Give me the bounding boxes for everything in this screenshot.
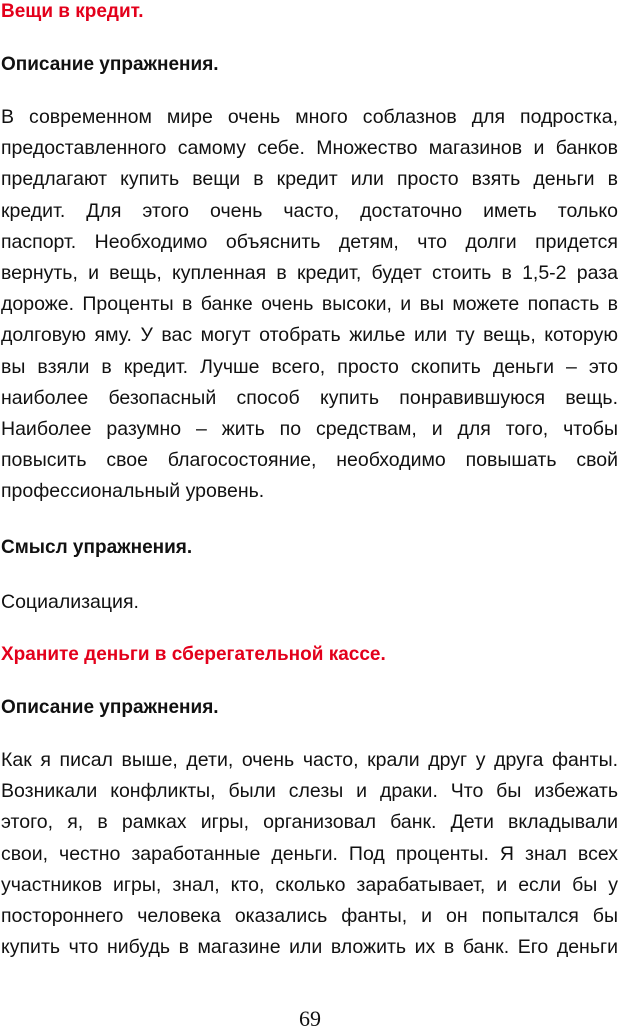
- section-title-credit: Вещи в кредит.: [1, 1, 144, 22]
- section-title-savings: Храните деньги в сберегательной кассе.: [1, 644, 386, 665]
- paragraph-line: этого, я, в рамках игры, организовал банк. Дети вкладывали: [1, 811, 618, 834]
- description-heading: Описание упражнения.: [1, 54, 219, 75]
- paragraph-line: дороже. Проценты в банке очень высоки, и вы можете попасть в: [1, 293, 618, 316]
- description-paragraph-savings: [1, 745, 618, 963]
- meaning-text: Социализация.: [1, 591, 139, 613]
- description-paragraph-credit: [1, 102, 618, 507]
- paragraph-line: предлагают купить вещи в кредит или просто взять деньги в: [1, 168, 618, 191]
- paragraph-line: свои, честно заработанные деньги. Под проценты. Я знал всех: [1, 842, 618, 865]
- paragraph-line: наиболее безопасный способ купить понравившуюся вещь.: [1, 386, 618, 409]
- paragraph-line: профессиональный уровень.: [1, 480, 265, 503]
- paragraph-line: купить что нибудь в магазине или вложить их в банк. Его деньги: [1, 936, 618, 959]
- paragraph-line: вы взяли в кредит. Лучше всего, просто скопить деньги – это: [1, 355, 618, 378]
- description-heading: Описание упражнения.: [1, 697, 219, 718]
- paragraph-line: Возникали конфликты, были слезы и драки. Что бы избежать: [1, 780, 618, 803]
- paragraph-line: долговую яму. У вас могут отобрать жилье или ту вещь, которую: [1, 324, 618, 347]
- meaning-heading: Смысл упражнения.: [1, 537, 193, 558]
- paragraph-line: повысить свое благосостояние, необходимо повышать свой: [1, 449, 618, 472]
- paragraph-line: вернуть, и вещь, купленная в кредит, будет стоить в 1,5-2 раза: [1, 261, 618, 284]
- paragraph-line: В современном мире очень много соблазнов для подростка,: [1, 106, 618, 128]
- paragraph-line: Как я писал выше, дети, очень часто, крали друг у друга фанты.: [1, 749, 618, 771]
- paragraph-line: кредит. Для этого очень часто, достаточно иметь только: [1, 199, 618, 222]
- paragraph-line: предоставленного самому себе. Множество магазинов и банков: [1, 137, 618, 160]
- page-number: 69: [299, 1006, 321, 1031]
- paragraph-line: паспорт. Необходимо объяснить детям, что долги придется: [1, 230, 618, 253]
- paragraph-line: Наиболее разумно – жить по средствам, и для того, чтобы: [1, 417, 618, 440]
- paragraph-line: участников игры, знал, кто, сколько зарабатывает, и если бы у: [1, 873, 618, 896]
- paragraph-line: постороннего человека оказались фанты, и он попытался бы: [1, 904, 618, 927]
